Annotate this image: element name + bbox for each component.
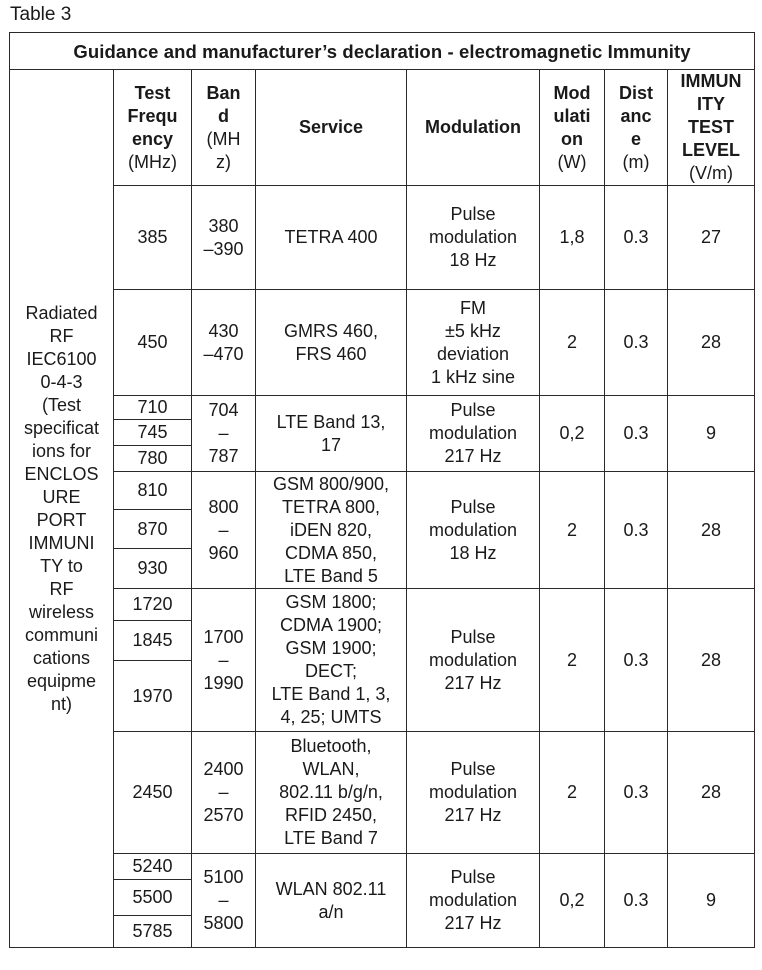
header-label: Mod ulati on xyxy=(553,82,591,149)
band-cell: 5100 – 5800 xyxy=(192,854,256,948)
test-level-cell: 9 xyxy=(668,396,755,472)
modulation-cell: Pulse modulation 217 Hz xyxy=(407,396,540,472)
modulation-cell: FM ±5 kHz deviation 1 kHz sine xyxy=(407,290,540,396)
frequency-cell: 1720 xyxy=(114,589,192,621)
frequency-cell: 870 xyxy=(114,510,192,549)
distance-cell: 0.3 xyxy=(605,854,668,948)
header-immunity-test-level xyxy=(668,70,755,186)
header-unit: (V/m) xyxy=(689,163,733,183)
header-modulation xyxy=(407,70,540,186)
header-row xyxy=(10,70,755,186)
test-level-cell: 27 xyxy=(668,186,755,290)
table-row xyxy=(10,854,755,880)
frequency-cell: 450 xyxy=(114,290,192,396)
modulation-cell: Pulse modulation 18 Hz xyxy=(407,472,540,589)
header-label: Test Frequ ency xyxy=(127,82,178,149)
frequency-cell: 745 xyxy=(114,420,192,446)
test-level-cell: 28 xyxy=(668,290,755,396)
frequency-cell: 1970 xyxy=(114,661,192,732)
max-power-cell: 2 xyxy=(540,589,605,732)
frequency-cell: 810 xyxy=(114,472,192,510)
header-unit: (W) xyxy=(557,151,587,172)
service-cell: LTE Band 13, 17 xyxy=(256,396,407,472)
frequency-cell: 780 xyxy=(114,446,192,472)
distance-cell: 0.3 xyxy=(605,290,668,396)
distance-cell: 0.3 xyxy=(605,732,668,854)
band-cell: 704 – 787 xyxy=(192,396,256,472)
distance-cell: 0.3 xyxy=(605,589,668,732)
table-title: Guidance and manufacturer’s declaration - electromagnetic Immunity xyxy=(10,33,755,70)
modulation-cell: Pulse modulation 217 Hz xyxy=(407,589,540,732)
header-unit: (m) xyxy=(622,151,650,172)
test-level-cell: 28 xyxy=(668,589,755,732)
max-power-cell: 1,8 xyxy=(540,186,605,290)
frequency-cell: 710 xyxy=(114,396,192,420)
max-power-cell: 2 xyxy=(540,732,605,854)
frequency-cell: 2450 xyxy=(114,732,192,854)
header-max-power xyxy=(540,70,605,186)
header-unit: (MHz) xyxy=(128,151,177,172)
frequency-cell: 5500 xyxy=(114,880,192,916)
service-cell: TETRA 400 xyxy=(256,186,407,290)
table-caption: Table 3 xyxy=(10,4,72,25)
header-label: Modulation xyxy=(425,117,521,137)
frequency-cell: 930 xyxy=(114,549,192,589)
header-band xyxy=(192,70,256,186)
distance-cell: 0.3 xyxy=(605,186,668,290)
max-power-cell: 2 xyxy=(540,472,605,589)
band-cell: 430 –470 xyxy=(192,290,256,396)
header-unit: (MH z) xyxy=(206,128,241,172)
modulation-cell: Pulse modulation 217 Hz xyxy=(407,854,540,948)
distance-cell: 0.3 xyxy=(605,396,668,472)
frequency-cell: 1845 xyxy=(114,621,192,661)
table-row xyxy=(10,589,755,621)
header-label: IMMUN ITY TEST LEVEL xyxy=(680,71,742,160)
table-row xyxy=(10,732,755,854)
header-service xyxy=(256,70,407,186)
band-cell: 380 –390 xyxy=(192,186,256,290)
frequency-cell: 5240 xyxy=(114,854,192,880)
frequency-cell: 385 xyxy=(114,186,192,290)
test-description-cell: Radiated RF IEC6100 0-4-3 (Test specificat ions for ENCLOS URE PORT IMMUNI TY to RF wireless communi cations equipme nt) xyxy=(10,70,114,948)
frequency-cell: 5785 xyxy=(114,916,192,948)
max-power-cell: 0,2 xyxy=(540,854,605,948)
header-label: Service xyxy=(298,117,364,137)
header-distance xyxy=(605,70,668,186)
table-row xyxy=(10,472,755,510)
band-cell: 1700 – 1990 xyxy=(192,589,256,732)
modulation-cell: Pulse modulation 18 Hz xyxy=(407,186,540,290)
test-level-cell: 28 xyxy=(668,732,755,854)
test-level-cell: 9 xyxy=(668,854,755,948)
band-cell: 800 – 960 xyxy=(192,472,256,589)
band-cell: 2400 – 2570 xyxy=(192,732,256,854)
modulation-cell: Pulse modulation 217 Hz xyxy=(407,732,540,854)
test-level-cell: 28 xyxy=(668,472,755,589)
service-cell: WLAN 802.11 a/n xyxy=(256,854,407,948)
header-test-frequency xyxy=(114,70,192,186)
table-row xyxy=(10,186,755,290)
service-cell: Bluetooth, WLAN, 802.11 b/g/n, RFID 2450, LTE Band 7 xyxy=(256,732,407,854)
table-row xyxy=(10,396,755,420)
service-cell: GSM 1800; CDMA 1900; GSM 1900; DECT; LTE Band 1, 3, 4, 25; UMTS xyxy=(256,589,407,732)
max-power-cell: 2 xyxy=(540,290,605,396)
distance-cell: 0.3 xyxy=(605,472,668,589)
header-label: Ban d xyxy=(206,82,241,126)
immunity-table xyxy=(9,32,755,948)
service-cell: GSM 800/900, TETRA 800, iDEN 820, CDMA 850, LTE Band 5 xyxy=(256,472,407,589)
service-cell: GMRS 460, FRS 460 xyxy=(256,290,407,396)
header-label: Dist anc e xyxy=(618,82,653,149)
table-row xyxy=(10,290,755,396)
max-power-cell: 0,2 xyxy=(540,396,605,472)
